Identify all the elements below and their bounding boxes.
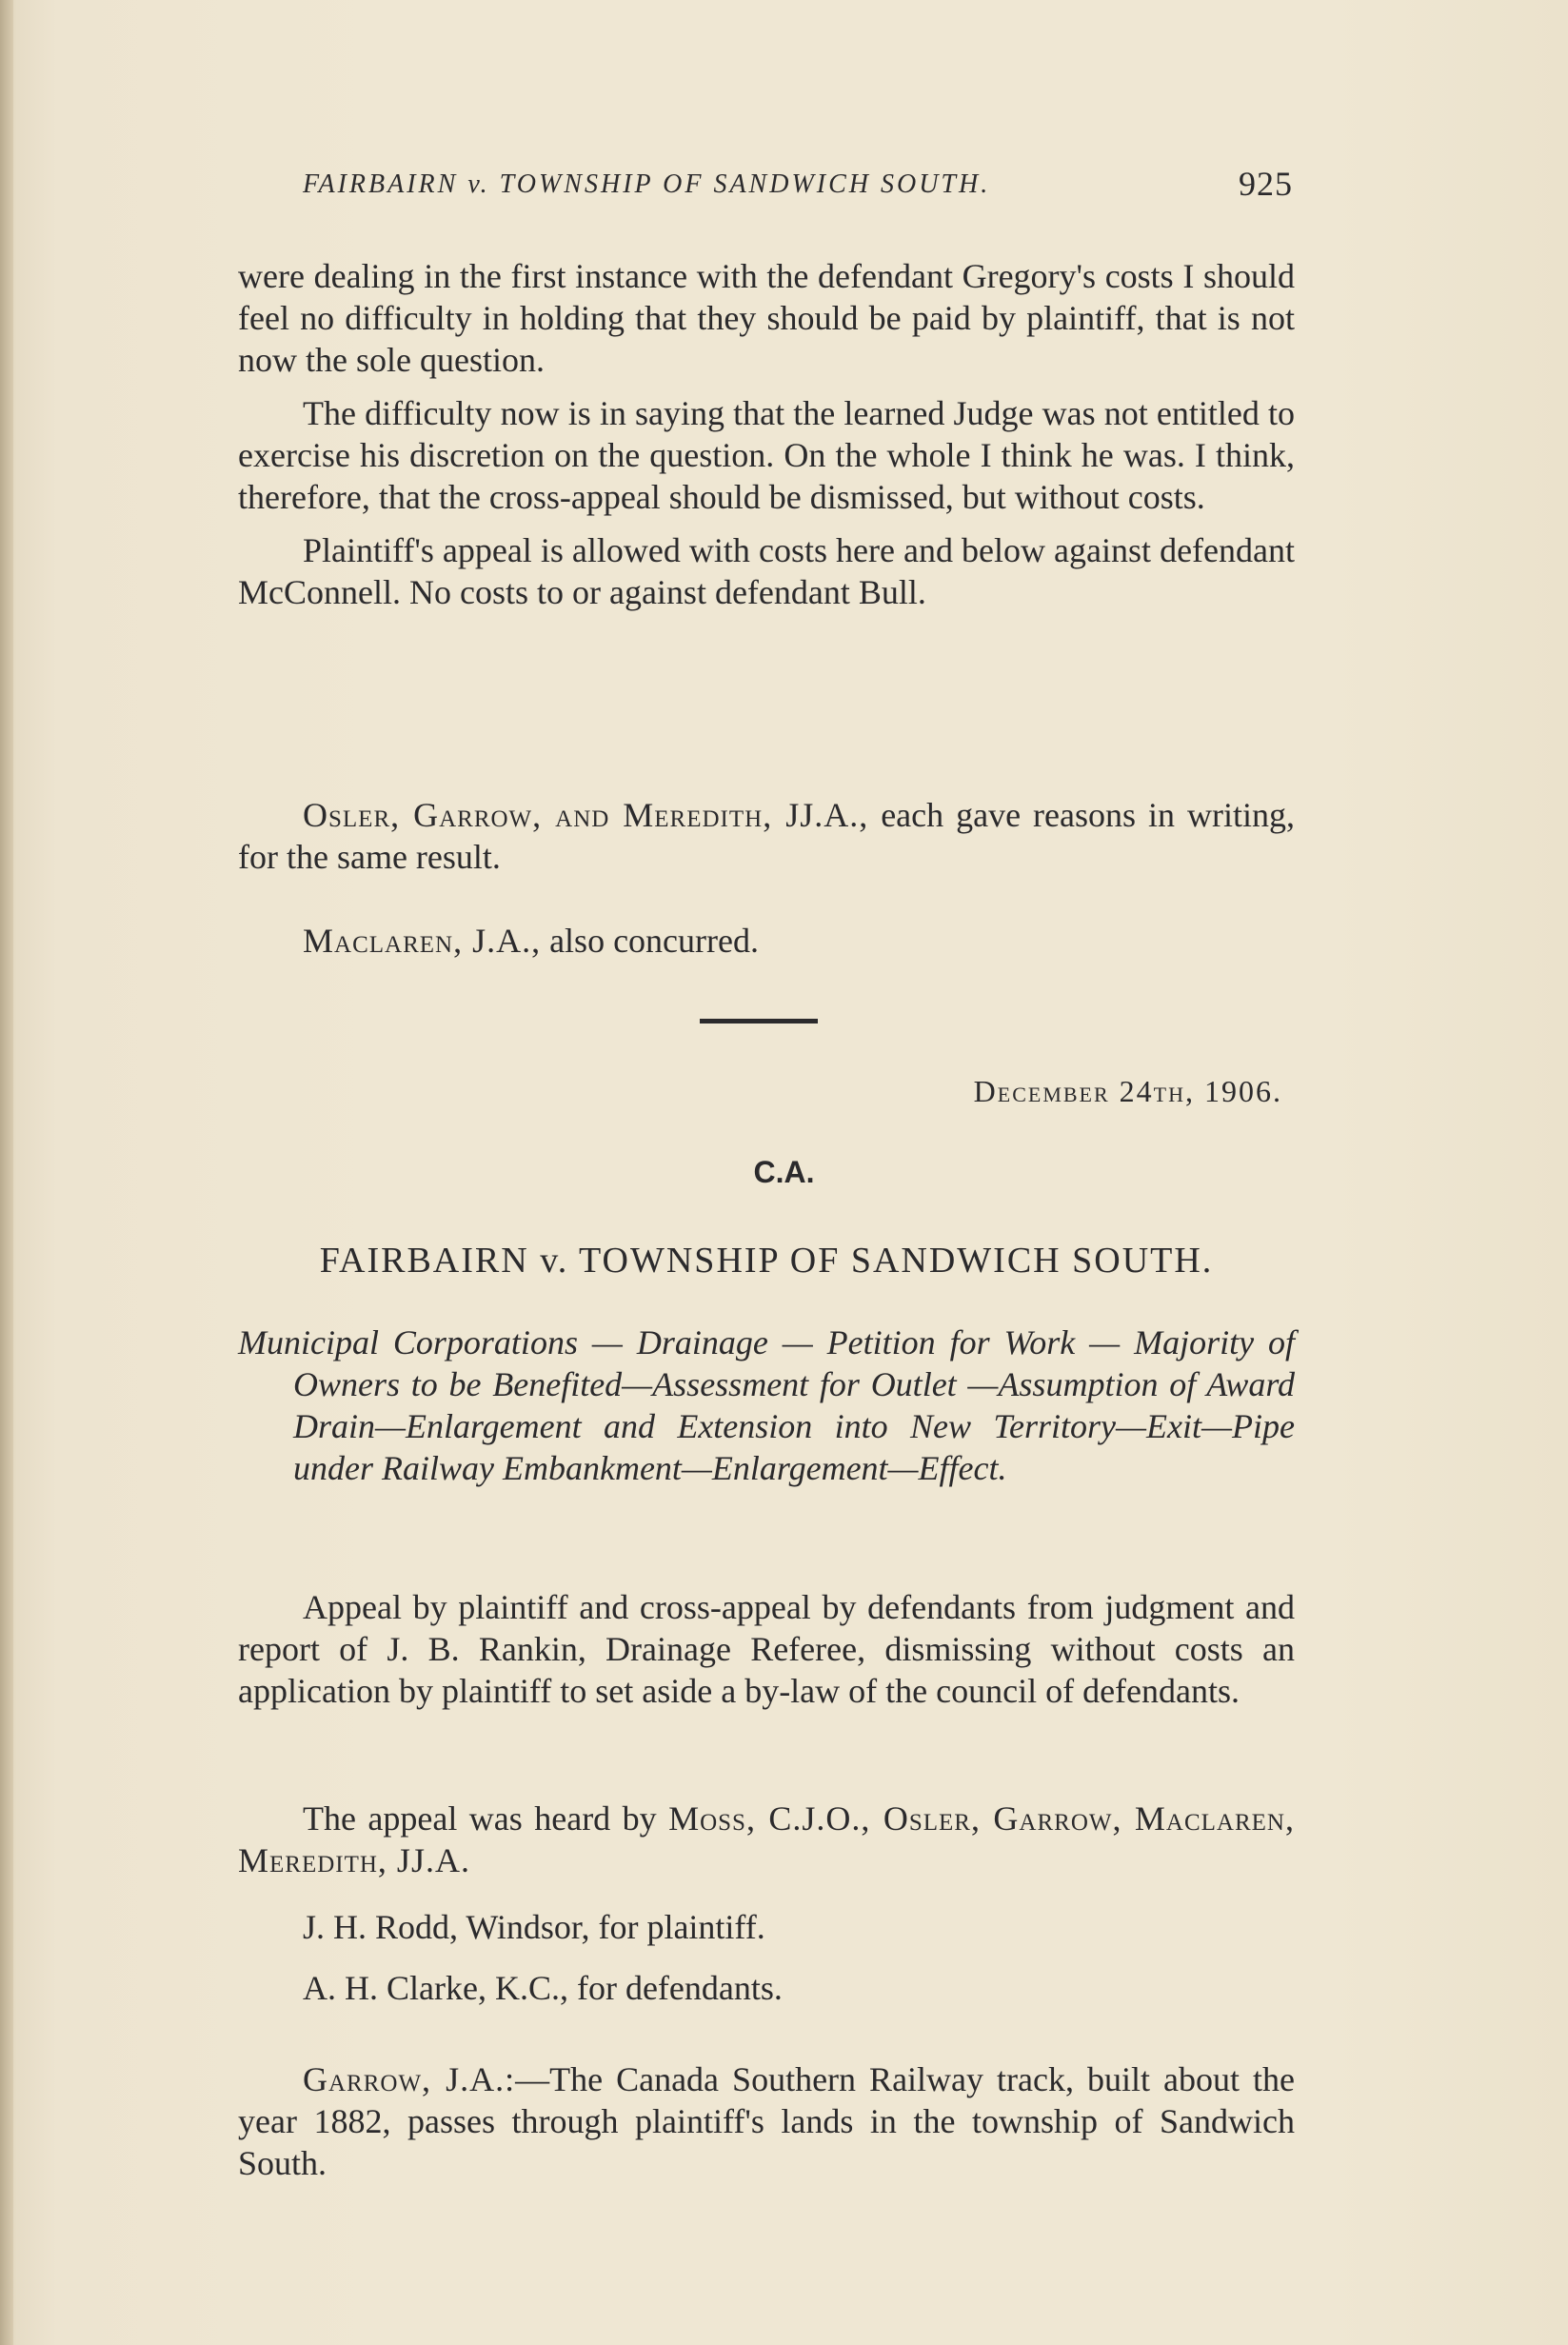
hearing-judges: Moss, C.J.O., Osler, Garrow, Maclaren, Meredith, JJ.A. <box>238 1799 1295 1879</box>
paragraph-2: The difficulty now is in saying that the learned Judge was not entitled to exercise his discretion on the question. On the whole I think he was. I think, therefore, that the cross-appeal should be dismissed, but without costs. <box>238 394 1295 516</box>
section-divider <box>700 1019 818 1023</box>
court-label: C.A. <box>753 1155 815 1189</box>
concurrence-1 <box>238 794 1295 878</box>
counsel-defendants-text: A. H. Clarke, K.C., for defendants. <box>303 1969 783 2007</box>
concurrence-1-text: each gave reasons in writing, for the same result. <box>238 796 1295 876</box>
decision-date: December 24th, 1906. <box>973 1074 1282 1108</box>
appeal-paragraph: Appeal by plaintiff and cross-appeal by defendants from judgment and report of J. B. Rankin, Drainage Referee, dismissing without costs an application by plaintiff to set aside a by-law of the council of defendants. <box>238 1588 1295 1710</box>
opening-text <box>238 255 1295 613</box>
concurrence-1-judges: Osler, Garrow, and Meredith, JJ.A., <box>303 796 869 834</box>
paragraph-3: Plaintiff's appeal is allowed with costs here and below against defendant McConnell. No costs to or against defendant Bull. <box>238 531 1295 611</box>
judgment-opening <box>238 2058 1295 2184</box>
concurrence-2 <box>238 920 1295 962</box>
paragraph-1: were dealing in the first instance with the defendant Gregory's costs I should feel no difficulty in holding that they should be paid by plaintiff, that is not now the sole question. <box>238 257 1295 379</box>
counsel-defendants <box>238 1967 1295 2009</box>
judgment-judge: Garrow, J.A.: <box>303 2060 516 2098</box>
counsel-plaintiff-text: J. H. Rodd, Windsor, for plaintiff. <box>303 1908 765 1946</box>
case-title: FAIRBAIRN v. TOWNSHIP OF SANDWICH SOUTH. <box>319 1241 1214 1281</box>
counsel-plaintiff <box>238 1906 1295 1948</box>
hearing-line <box>238 1798 1295 1881</box>
running-head <box>303 165 1293 203</box>
headnote: Municipal Corporations — Drainage — Petition for Work — Majority of Owners to be Benefited—Assessment for Outlet —Assumption of Award Drain—Enlargement and Extension into New Territory—Exit—Pipe under Railway Embankment—Enlargement—Effect. <box>238 1323 1295 1487</box>
judgment-text: —The Canada Southern Railway track, built about the year 1882, passes through plaintiff's lands in the township of Sandwich South. <box>238 2060 1296 2182</box>
hearing-prefix: The appeal was heard by <box>303 1799 669 1838</box>
concurrence-2-text: also concurred. <box>541 922 759 960</box>
appeal-summary <box>238 1586 1295 1712</box>
running-head-title: FAIRBAIRN v. TOWNSHIP OF SANDWICH SOUTH. <box>303 169 991 199</box>
page-number: 925 <box>1239 165 1293 203</box>
concurrence-2-judge: Maclaren, J.A., <box>303 922 542 960</box>
